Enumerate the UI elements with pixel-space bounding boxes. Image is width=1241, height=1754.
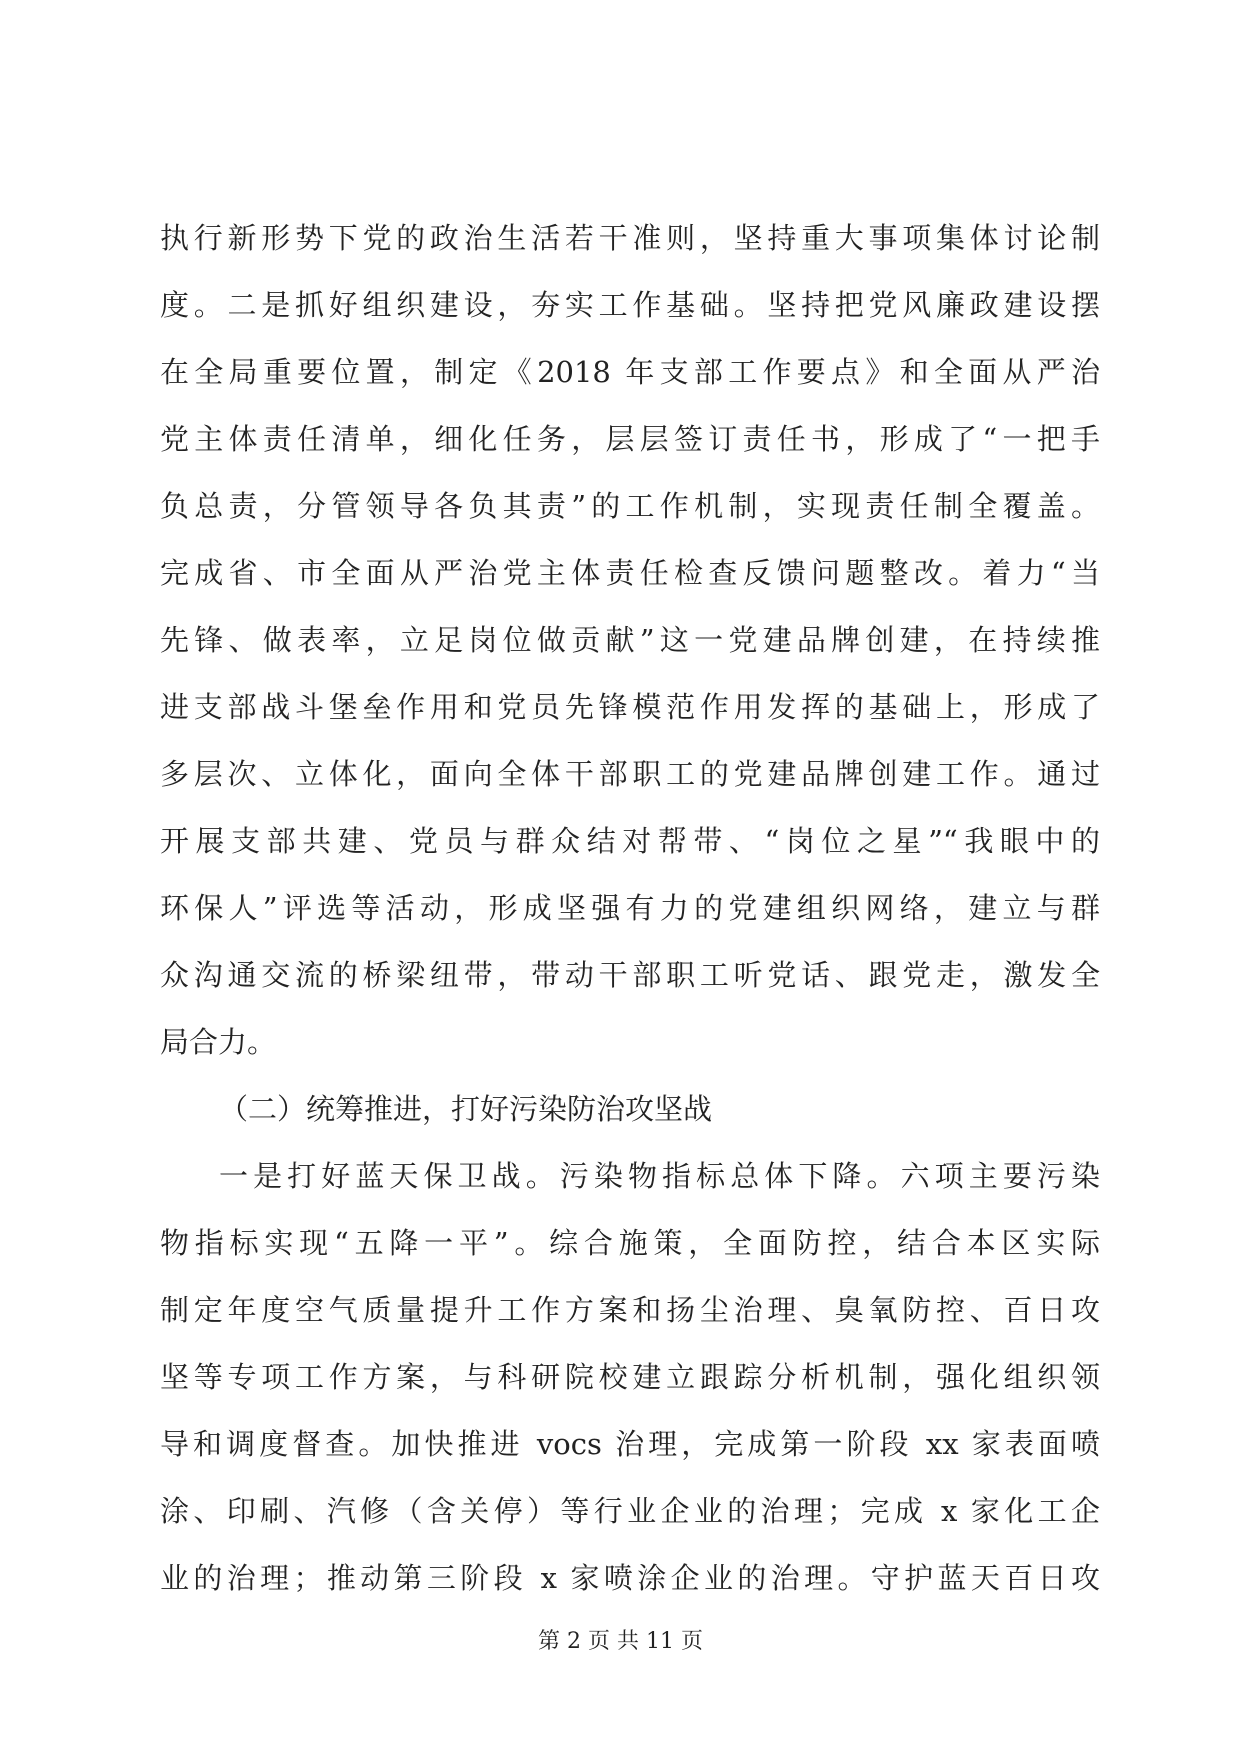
text-line: 进支部战斗堡垒作用和党员先锋模范作用发挥的基础上，形成了 — [160, 690, 1100, 724]
text-line: 涂、印刷、汽修（含关停）等行业企业的治理；完成 x 家化工企 — [160, 1494, 1100, 1528]
text-line: 度。二是抓好组织建设，夯实工作基础。坚持把党风廉政建设摆 — [160, 288, 1100, 322]
text-line: 开展支部共建、党员与群众结对帮带、“岗位之星”“我眼中的 — [160, 824, 1100, 858]
text-line: 先锋、做表率，立足岗位做贡献”这一党建品牌创建，在持续推 — [160, 623, 1100, 657]
text-line: 众沟通交流的桥梁纽带，带动干部职工听党话、跟党走，激发全 — [160, 958, 1100, 992]
text-line: 负总责，分管领导各负其责”的工作机制，实现责任制全覆盖。 — [160, 489, 1100, 523]
text-line: 坚等专项工作方案，与科研院校建立跟踪分析机制，强化组织领 — [160, 1360, 1100, 1394]
page-number-footer: 第 2 页 共 11 页 — [538, 1629, 703, 1654]
text-line: 一是打好蓝天保卫战。污染物指标总体下降。六项主要污染 — [219, 1159, 1100, 1193]
text-line: 环保人”评选等活动，形成坚强有力的党建组织网络，建立与群 — [160, 891, 1100, 925]
text-line: 物指标实现“五降一平”。综合施策，全面防控，结合本区实际 — [160, 1226, 1100, 1260]
text-line: 局合力。 — [160, 1025, 277, 1059]
text-line: 在全局重要位置，制定《2018 年支部工作要点》和全面从严治 — [160, 355, 1100, 389]
text-line: 业的治理；推动第三阶段 x 家喷涂企业的治理。守护蓝天百日攻 — [160, 1561, 1100, 1595]
section-heading: （二）统筹推进，打好污染防治攻坚战 — [219, 1092, 713, 1126]
text-line: 多层次、立体化，面向全体干部职工的党建品牌创建工作。通过 — [160, 757, 1100, 791]
text-line: 制定年度空气质量提升工作方案和扬尘治理、臭氧防控、百日攻 — [160, 1293, 1100, 1327]
text-line: 执行新形势下党的政治生活若干准则，坚持重大事项集体讨论制 — [160, 221, 1100, 255]
document-body — [160, 205, 1100, 1612]
text-line: 导和调度督查。加快推进 vocs 治理，完成第一阶段 xx 家表面喷 — [160, 1427, 1100, 1461]
text-line: 完成省、市全面从严治党主体责任检查反馈问题整改。着力“当 — [160, 556, 1100, 590]
text-line: 党主体责任清单，细化任务，层层签订责任书，形成了“一把手 — [160, 422, 1100, 456]
